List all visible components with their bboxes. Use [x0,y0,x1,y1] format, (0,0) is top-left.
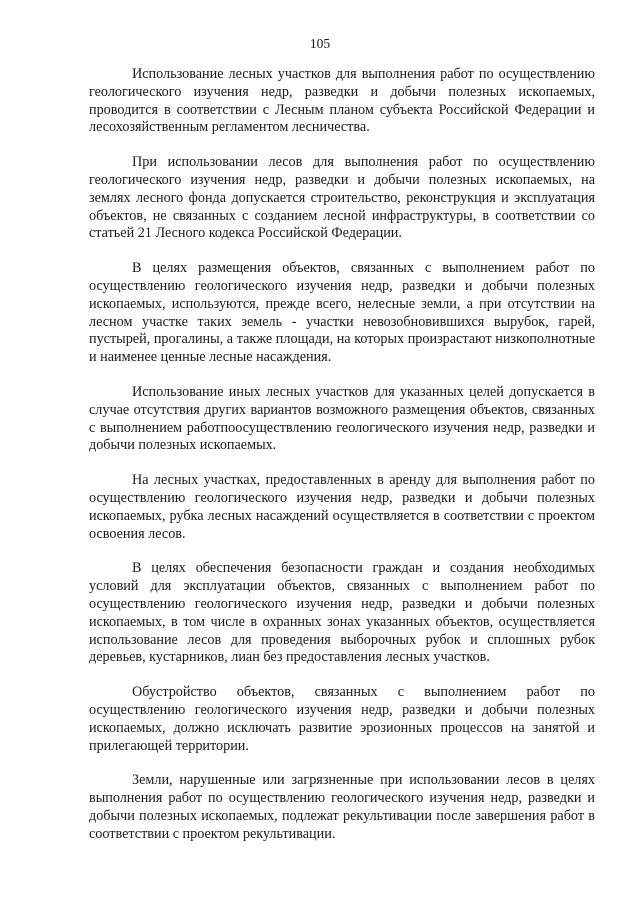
paragraph-4: Использование иных лесных участков для указанных целей допускается в случае отсутствия других вариантов возможного размещения объектов, связанных с выполнением работпоосуществлению геологического изучения недр, разведки и добычи полезных ископаемых. [89,383,595,454]
paragraph-1: Использование лесных участков для выполнения работ по осуществлению геологического изучения недр, разведки и добычи полезных ископаемых, проводится в соответствии с Лесным планом субъекта Российской Федерации и лесохозяйственным регламентом лесничества. [89,66,595,136]
paragraph-3: В целях размещения объектов, связанных с выполнением работ по осуществлению геологического изучения недр, разведки и добычи полезных ископаемых, используются, прежде всего, нелесные земли, а при отсутствии на лесном участке таких земель - участки невозобновившихся вырубок, гарей, пустырей, прогалины, а также площади, на которых произрастают низкополнотные и наименее ценные лесные насаждения. [89,260,595,366]
paragraph-6: В целях обеспечения безопасности граждан и создания необходимых условий для эксплуатации объектов, связанных с выполнением работ по осуществлению геологического изучения недр, разведки и добычи полезных ископаемых, в том числе в охранных зонах указанных объектов, осуществляется использование лесов для проведения выборочных рубок и сплошных рубок деревьев, кустарников, лиан без предоставления лесных участков. [89,560,595,666]
page-number: 105 [309,36,331,51]
paragraph-2: При использовании лесов для выполнения работ по осуществлению геологического изучения недр, разведки и добычи полезных ископаемых, на землях лесного фонда допускается строительство, реконструкция и эксплуатация объектов, не связанных с созданием лесной инфраструктуры, в соответствии со статьей 21 Лесного кодекса Российской Федерации. [89,154,595,242]
paragraph-5: На лесных участках, предоставленных в аренду для выполнения работ по осуществлению геологического изучения недр, разведки и добычи полезных ископаемых, рубка лесных насаждений осуществляется в соответствии с проектом освоения лесов. [89,472,595,542]
paragraph-7: Обустройство объектов, связанных с выполнением работ по осуществлению геологического изучения недр, разведки и добычи полезных ископаемых, должно исключать развитие эрозионных процессов на занятой и прилегающей территории. [89,684,595,754]
paragraph-8: Земли, нарушенные или загрязненные при использовании лесов в целях выполнения работ по осуществлению геологического изучения недр, разведки и добычи полезных ископаемых, подлежат рекультивации после завершения работ в соответствии с проектом рекультивации. [89,772,595,842]
document-body [89,66,595,860]
